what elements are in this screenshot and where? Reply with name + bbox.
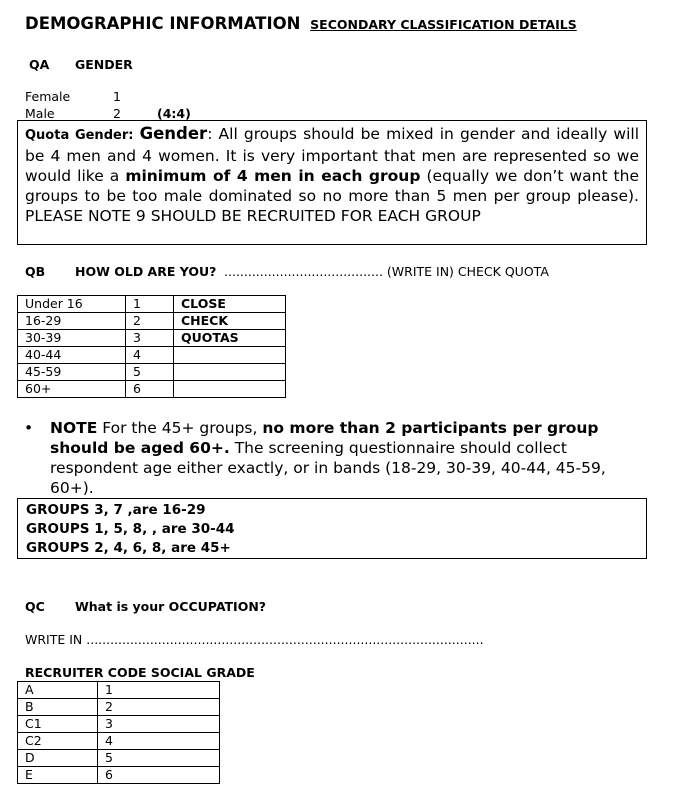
age-band: Under 16	[18, 296, 126, 313]
table-row	[18, 767, 220, 784]
grade-label: A	[18, 682, 98, 699]
age-note: CLOSE	[174, 296, 286, 313]
age-note	[174, 381, 286, 398]
grade-code: 1	[98, 682, 220, 699]
grade-label: C2	[18, 733, 98, 750]
age-band: 40-44	[18, 347, 126, 364]
age-band: 30-39	[18, 330, 126, 347]
table-row	[18, 330, 286, 347]
groups-line: GROUPS 1, 5, 8, , are 30-44	[26, 521, 235, 537]
qb-code: QB	[25, 264, 46, 279]
bullet-icon: •	[24, 419, 34, 437]
table-row	[18, 682, 220, 699]
quota-gender-label: Quota Gender:	[25, 128, 134, 143]
age-code: 5	[126, 364, 174, 381]
grade-code: 3	[98, 716, 220, 733]
table-row	[18, 313, 286, 330]
grade-code: 5	[98, 750, 220, 767]
qb-write-in: ........................................ (WRITE IN) CHECK QUOTA	[224, 264, 549, 279]
table-row	[18, 699, 220, 716]
qa-code: QA	[29, 57, 50, 72]
grade-code: 4	[98, 733, 220, 750]
quota-gender-box	[17, 120, 647, 245]
quota-gender-heading: Gender	[139, 124, 208, 143]
age-code: 6	[126, 381, 174, 398]
age-band: 60+	[18, 381, 126, 398]
grade-code: 6	[98, 767, 220, 784]
table-row	[18, 750, 220, 767]
quota-gender-text-2: (equally we don’t want the groups to be too male dominated so no more than 5 men per group please). PLEASE NOTE 9 SHOULD BE RECRUITED FOR EACH GROUP	[25, 167, 639, 225]
groups-box	[17, 498, 647, 559]
gender-ratio: (4:4)	[157, 106, 191, 121]
grade-label: C1	[18, 716, 98, 733]
quota-gender-text-1: : All groups should be mixed in gender and ideally will be 4 men and 4 women. It is very important that men are represented so we would like a	[25, 125, 639, 185]
table-row	[18, 381, 286, 398]
age-note-paragraph	[24, 418, 634, 498]
qc-label: What is your OCCUPATION?	[75, 599, 267, 614]
social-grade-table	[17, 681, 220, 784]
age-note	[174, 364, 286, 381]
quota-gender-emphasis: minimum of 4 men in each group	[125, 167, 421, 185]
title-text: DEMOGRAPHIC INFORMATION	[25, 14, 301, 33]
age-code: 3	[126, 330, 174, 347]
qc-write-in: WRITE IN ....................................................................................................	[25, 632, 484, 647]
age-table	[17, 295, 286, 398]
age-code: 2	[126, 313, 174, 330]
age-band: 45-59	[18, 364, 126, 381]
qa-label: GENDER	[75, 57, 133, 72]
groups-line: GROUPS 2, 4, 6, 8, are 45+	[26, 540, 231, 556]
age-note: QUOTAS	[174, 330, 286, 347]
grade-label: B	[18, 699, 98, 716]
age-code: 4	[126, 347, 174, 364]
note-label: NOTE	[50, 419, 98, 437]
option-female-code: 1	[113, 89, 121, 104]
table-row	[18, 716, 220, 733]
age-code: 1	[126, 296, 174, 313]
age-note	[174, 347, 286, 364]
option-male-label: Male	[25, 106, 55, 121]
table-row	[18, 733, 220, 750]
qb-label: HOW OLD ARE YOU?	[75, 264, 217, 279]
note-text-2: The screening questionnaire should collect respondent age either exactly, or in bands (18-29, 30-39, 40-44, 45-59, 60+).	[50, 439, 606, 497]
option-female-label: Female	[25, 89, 71, 104]
groups-line: GROUPS 3, 7 ,are 16-29	[26, 502, 206, 518]
grade-label: E	[18, 767, 98, 784]
table-row	[18, 296, 286, 313]
table-row	[18, 364, 286, 381]
option-male-code: 2	[113, 106, 121, 121]
qc-code: QC	[25, 599, 45, 614]
grade-code: 2	[98, 699, 220, 716]
note-text-1: For the 45+ groups,	[97, 419, 263, 437]
grade-label: D	[18, 750, 98, 767]
age-note: CHECK	[174, 313, 286, 330]
note-emphasis: no more than 2 participants per group should be aged 60+.	[50, 419, 599, 457]
table-row	[18, 347, 286, 364]
subtitle-text: SECONDARY CLASSIFICATION DETAILS	[310, 17, 577, 32]
age-band: 16-29	[18, 313, 126, 330]
page-title	[25, 14, 577, 33]
social-grade-heading: RECRUITER CODE SOCIAL GRADE	[25, 665, 255, 680]
